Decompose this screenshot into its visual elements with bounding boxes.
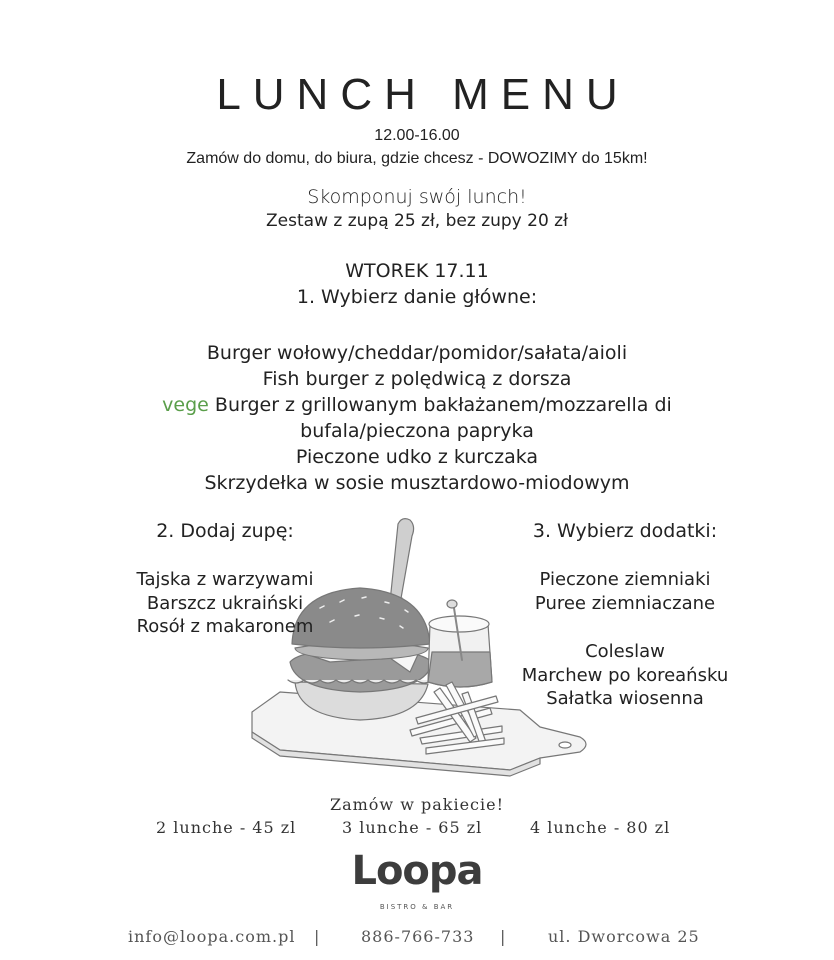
step1-heading: 1. Wybierz danie główne: (296, 286, 538, 308)
step2-heading: 2. Dodaj zupę: (156, 520, 294, 542)
vege-item-text: Burger z grillowanym bakłażanem/mozzarella di (214, 394, 672, 416)
contact-address: ul. Dworcowa 25 (548, 927, 700, 946)
soup-item: Rosół z makaronem (136, 616, 314, 637)
main-dish-item: Pieczone udko z kurczaka (295, 446, 539, 468)
side-item: Sałatka wiosenna (546, 688, 704, 709)
soup-item: Tajska z warzywami (136, 569, 314, 590)
day-label: WTOREK 17.11 (345, 260, 489, 282)
main-dishes-list (0, 340, 834, 496)
package-offer: 3 lunche - 65 zl (342, 818, 483, 837)
footer-separator: | (314, 927, 321, 946)
footer-separator: | (500, 927, 507, 946)
vege-tag: vege (162, 394, 209, 416)
main-dish-item: Burger wołowy/cheddar/pomidor/sałata/aioli (206, 342, 628, 364)
page-title: LUNCH MENU (216, 70, 630, 119)
package-offer: 4 lunche - 80 zl (530, 818, 671, 837)
step3-heading: 3. Wybierz dodatki: (532, 520, 718, 542)
side-item: Puree ziemniaczane (534, 592, 716, 614)
side-item: Marchew po koreańsku (521, 664, 729, 686)
soup-item: Barszcz ukraiński (146, 592, 304, 614)
side-item: Coleslaw (585, 641, 665, 662)
sides-list-salads (500, 640, 750, 711)
contact-phone: 886-766-733 (361, 927, 475, 946)
delivery-info: Zamów do domu, do biura, gdzie chcesz - DOWOZIMY do 15km! (186, 150, 648, 167)
main-dish-item: Skrzydełka w sosie musztardowo-miodowym (204, 472, 630, 494)
main-dish-item-vege-cont: bufala/pieczona papryka (300, 420, 534, 442)
sides-list-potatoes (500, 568, 750, 615)
main-dish-item: Fish burger z polędwicą z dorsza (262, 368, 572, 390)
compose-heading: Skomponuj swój lunch! (307, 186, 527, 208)
set-prices: Zestaw z zupą 25 zł, bez zupy 20 zł (266, 211, 568, 231)
brand-logo: Loopa (351, 848, 483, 894)
opening-hours: 12.00-16.00 (374, 127, 460, 144)
package-heading: Zamów w pakiecie! (329, 795, 505, 814)
brand-tagline: BISTRO & BAR (379, 903, 455, 911)
side-item: Pieczone ziemniaki (539, 569, 711, 590)
contact-email: info@loopa.com.pl (128, 927, 296, 946)
package-offer: 2 lunche - 45 zl (156, 818, 297, 837)
main-dish-item-vege (0, 392, 834, 418)
soups-list (100, 568, 350, 639)
